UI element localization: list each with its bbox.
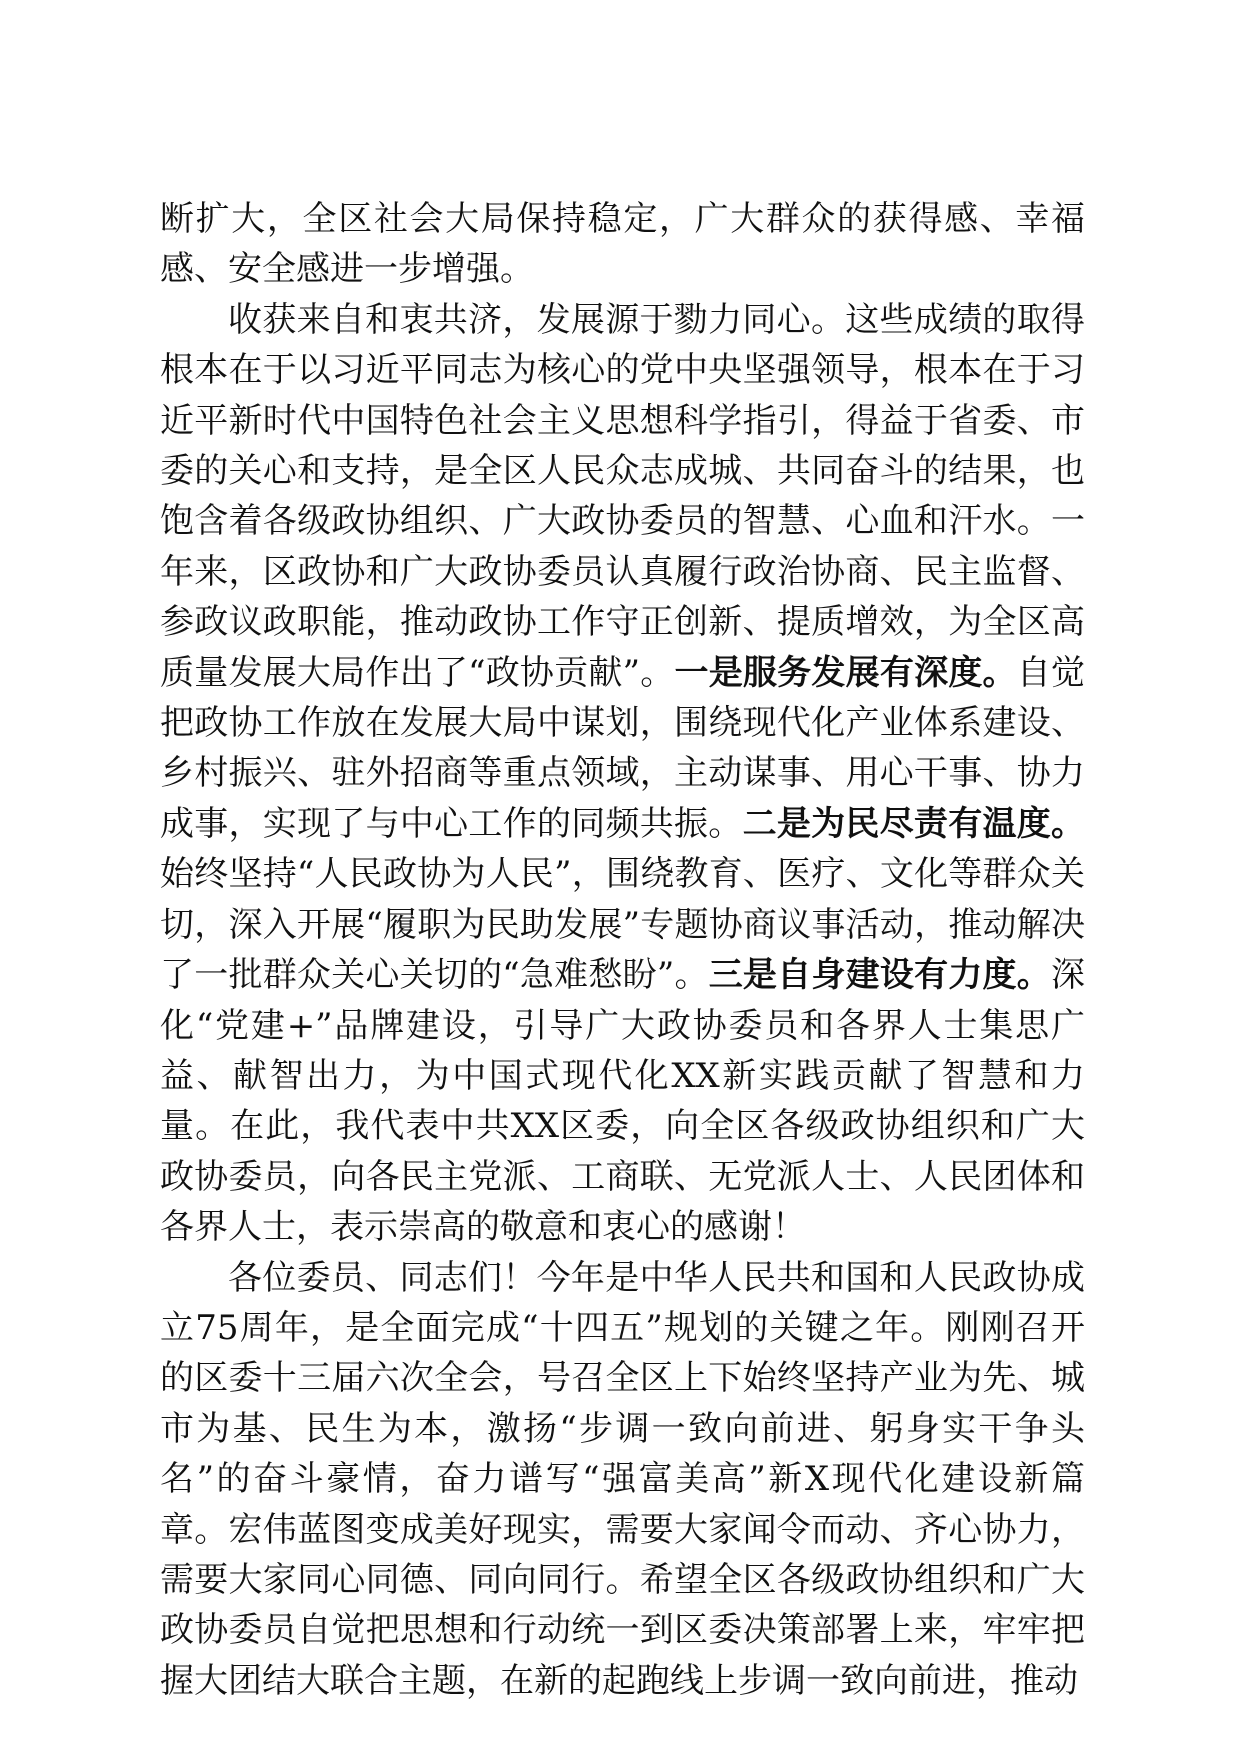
paragraph-text: 自觉把政协工作放在发展大局中谋划，围绕现代化产业体系建设、乡村振兴、驻外招商等重点领域，主动谋事、用心干事、协力成事，实现了与中心工作的同频共振。	[160, 652, 1086, 844]
paragraph-text: 收获来自和衷共济，发展源于勠力同心。这些成绩的取得根本在于以习近平同志为核心的党中央坚强领导，根本在于习近平新时代中国特色社会主义思想科学指引，得益于省委、市委的关心和支持，是全区人民众志成城、共同奋斗的结果，也饱含着各级政协组织、广大政协委员的智慧、心血和汗水。一年来，区政协和广大政协委员认真履行政治协商、民主监督、参政议政职能，推动政协工作守正创新、提质增效，为全区高质量发展大局作出了“政协贡献”。	[160, 299, 1085, 693]
paragraph-text: 始终坚持“人民政协为人民”，围绕教育、医疗、文化等群众关切，深入开展“履职为民助发展”专题协商议事活动，推动解决了一批群众关心关切的“急难愁盼”。	[160, 854, 1085, 996]
paragraph-text: 各位委员、同志们！今年是中华人民共和国和人民政协成立75周年，是全面完成“十四五”规划的关键之年。刚刚召开的区委十三届六次全会，号召全区上下始终坚持产业为先、城市为基、民生为本，激扬“步调一致向前进、躬身实干争头名”的奋斗豪情，奋力谱写“强富美高”新X现代化建设新篇章。宏伟蓝图变成美好现实，需要大家闻令而动、齐心协力，需要大家同心同德、同向同行。希望全区各级政协组织和广大政协委员自觉把思想和行动统一到区委决策部署上来，牢牢把握大团结大联合主题，在新的起跑线上步调一致向前进，推动	[160, 1257, 1085, 1701]
paragraph	[160, 1253, 1085, 1707]
bold-heading-text: 一是服务发展有深度。	[674, 652, 1017, 693]
paragraph-text: 深化“党建+”品牌建设，引导广大政协委员和各界人士集思广益、献智出力，为中国式现代化XX新实践贡献了智慧和力量。在此，我代表中共XX区委，向全区各级政协组织和广大政协委员，向各民主党派、工商联、无党派人士、人民团体和各界人士，表示崇高的敬意和衷心的感谢！	[160, 955, 1086, 1248]
paragraph	[160, 295, 1085, 1253]
bold-heading-text: 二是为民尽责有温度。	[742, 803, 1086, 844]
bold-heading-text: 三是自身建设有力度。	[708, 955, 1052, 996]
document-body	[160, 194, 1085, 1706]
paragraph-text: 断扩大，全区社会大局保持稳定，广大群众的获得感、幸福感、安全感进一步增强。	[160, 199, 1085, 290]
paragraph	[160, 194, 1085, 295]
